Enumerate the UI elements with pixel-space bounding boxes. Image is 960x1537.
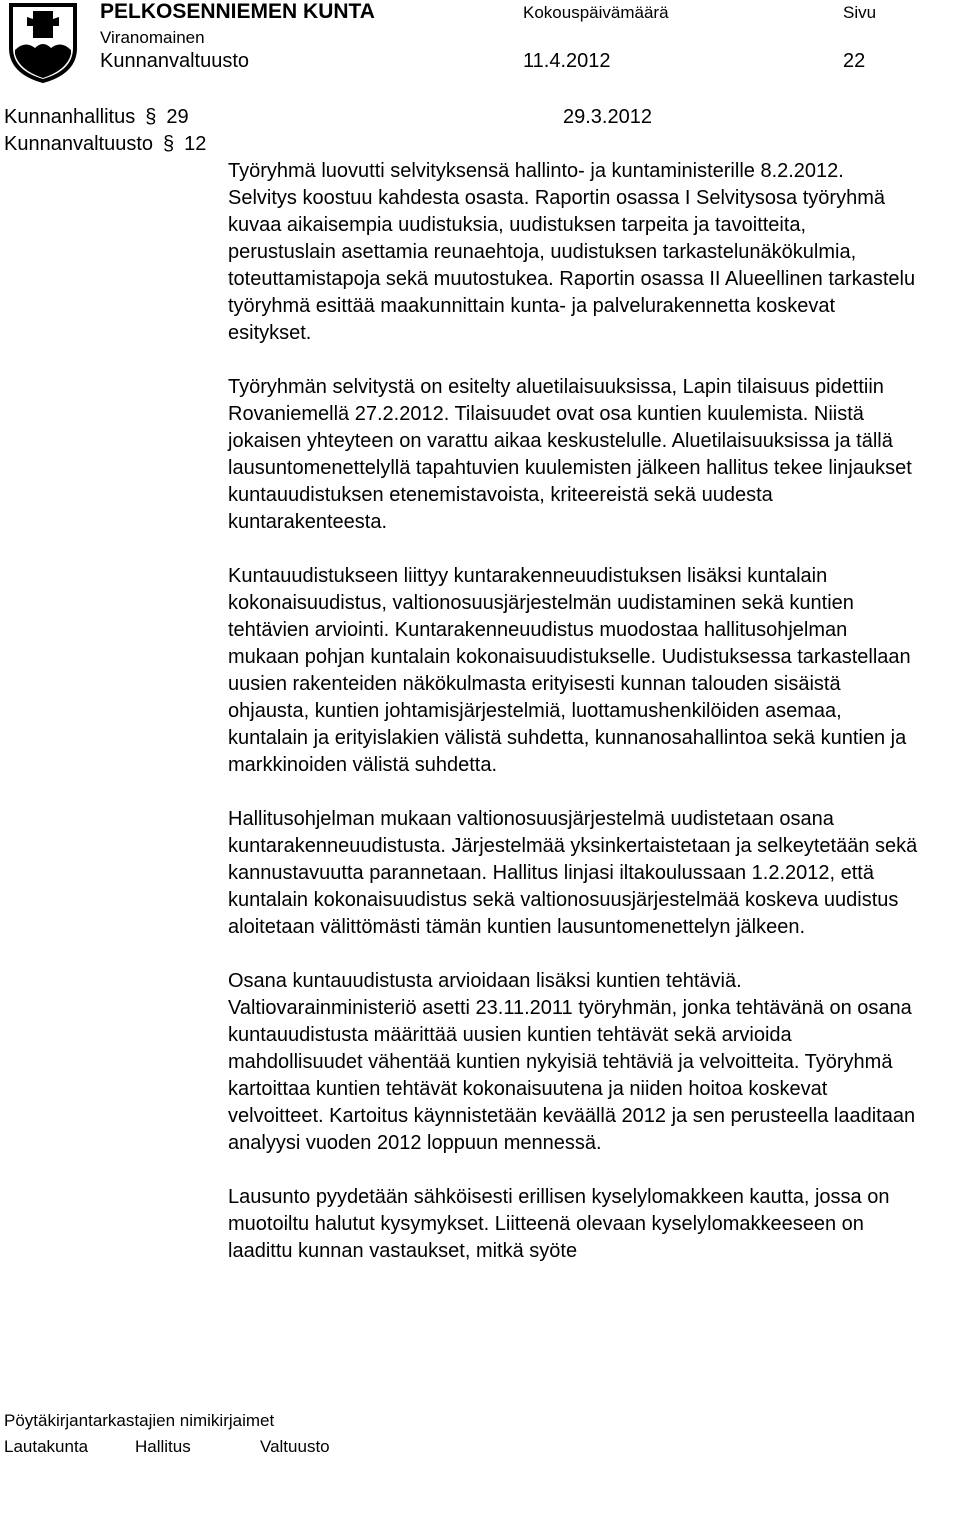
reference-line-council (4, 131, 206, 157)
reference-line-board (4, 104, 189, 130)
coat-of-arms-cross-icon (7, 2, 79, 84)
reference-body: Kunnanhallitus (4, 106, 136, 128)
meeting-date: 11.4.2012 (523, 50, 611, 72)
footer-title: Pöytäkirjantarkastajien nimikirjaimet (4, 1411, 275, 1430)
paragraph: Hallitusohjelman mukaan valtionosuusjärjestelmä uudistetaan osana kuntarakenneuudistusta. Järjestelmää yksinkertaistetaan ja selkeytetään sekä kannustavuutta parannetaan. Hallitus linjasi iltakoulussaan 1.2.2012, että kuntalain kokonaisuudistus sekä valtionosuusjärjestelmää koskeva uudistus aloitetaan välittömästi tämän kuntien lausuntomenettelyn jälkeen. (228, 808, 918, 938)
section-symbol: § (163, 133, 175, 155)
paragraph: Työryhmän selvitystä on esitelty aluetilaisuuksissa, Lapin tilaisuus pidettiin Rovaniemellä 27.2.2012. Tilaisuudet ovat osa kuntien kuulemista. Niistä jokaisen yhteyteen on varattu aikaa keskustelulle. Aluetilaisuuksissa ja tällä lausuntomenettelyllä tapahtuvien kuulemisten jälkeen hallitus tekee linjaukset kuntauudistuksen etenemistavoista, kriteereistä sekä uudesta kuntarakenteesta. (228, 376, 912, 533)
footer-column-board: Lautakunta (4, 1437, 89, 1456)
reference-body: Kunnanvaltuusto (4, 133, 154, 155)
coat-of-arms-logo (7, 2, 79, 84)
minutes-body (228, 158, 918, 1265)
paragraph: Työryhmä luovutti selvityksensä hallinto- ja kuntaministerille 8.2.2012. Selvitys koostuu kahdesta osasta. Raportin osassa I Selvitysosa työryhmä kuvaa aikaisempia uudistuksia, uudistuksen tarpeita ja tavoitteita, perustuslain asettamia reunaehtoja, uudistuksen tarkastelunäkökulmia, toteuttamistapoja sekä muutostukea. Raportin osassa II Alueellinen tarkastelu työryhmä esittää maakunnittain kunta- ja palvelurakennetta koskevat esitykset. (228, 160, 916, 344)
reference-date: 29.3.2012 (563, 106, 652, 128)
reference-number: 12 (184, 133, 207, 155)
footer-column-government: Hallitus (135, 1437, 191, 1456)
paragraph: Osana kuntauudistusta arvioidaan lisäksi kuntien tehtäviä. Valtiovarainministeriö asetti 23.11.2011 työryhmän, jonka tehtävänä on osana kuntauudistusta määrittää uusien kuntien tehtävät sekä arvioida mahdollisuudet vähentää kuntien nykyisiä tehtäviä ja velvoitteita. Työryhmä kartoittaa kuntien tehtävät kokonaisuutena ja niiden hoitoa koskevat velvoitteet. Kartoitus käynnistetään keväällä 2012 ja sen perusteella laaditaan analyysi vuoden 2012 loppuun mennessä. (228, 970, 916, 1154)
page-number-label: Sivu (843, 3, 877, 22)
department-label: Viranomainen (100, 28, 205, 47)
organization-name: PELKOSENNIEMEN KUNTA (100, 0, 375, 23)
meeting-date-label: Kokouspäivämäärä (523, 3, 669, 22)
page-number: 22 (843, 50, 866, 72)
paragraph: Lausunto pyydetään sähköisesti erillisen kyselylomakkeen kautta, jossa on muotoiltu halutut kysymykset. Liitteenä olevaan kyselylomakkeeseen on laadittu kunnan vastaukset, mitkä syöte (228, 1186, 890, 1262)
paragraph: Kuntauudistukseen liittyy kuntarakenneuudistuksen lisäksi kuntalain kokonaisuudistus, valtionosuusjärjestelmän uudistaminen sekä kuntien tehtävien arviointi. Kuntarakenneuudistus muodostaa hallitusohjelman mukaan pohjan kuntalain kokonaisuudistukselle. Uudistuksessa tarkastellaan uusien rakenteiden näkökulmasta erityisesti kunnan talouden sisäistä ohjausta, kuntien johtamisjärjestelmiä, luottamushenkilöiden asemaa, kuntalain ja erityislakien välistä suhdetta, kunnanosahallintoa sekä kuntien ja markkinoiden välistä suhdetta. (228, 565, 911, 776)
governing-body: Kunnanvaltuusto (100, 50, 250, 72)
section-symbol: § (145, 106, 157, 128)
reference-number: 29 (166, 106, 189, 128)
footer-column-council: Valtuusto (260, 1437, 330, 1456)
